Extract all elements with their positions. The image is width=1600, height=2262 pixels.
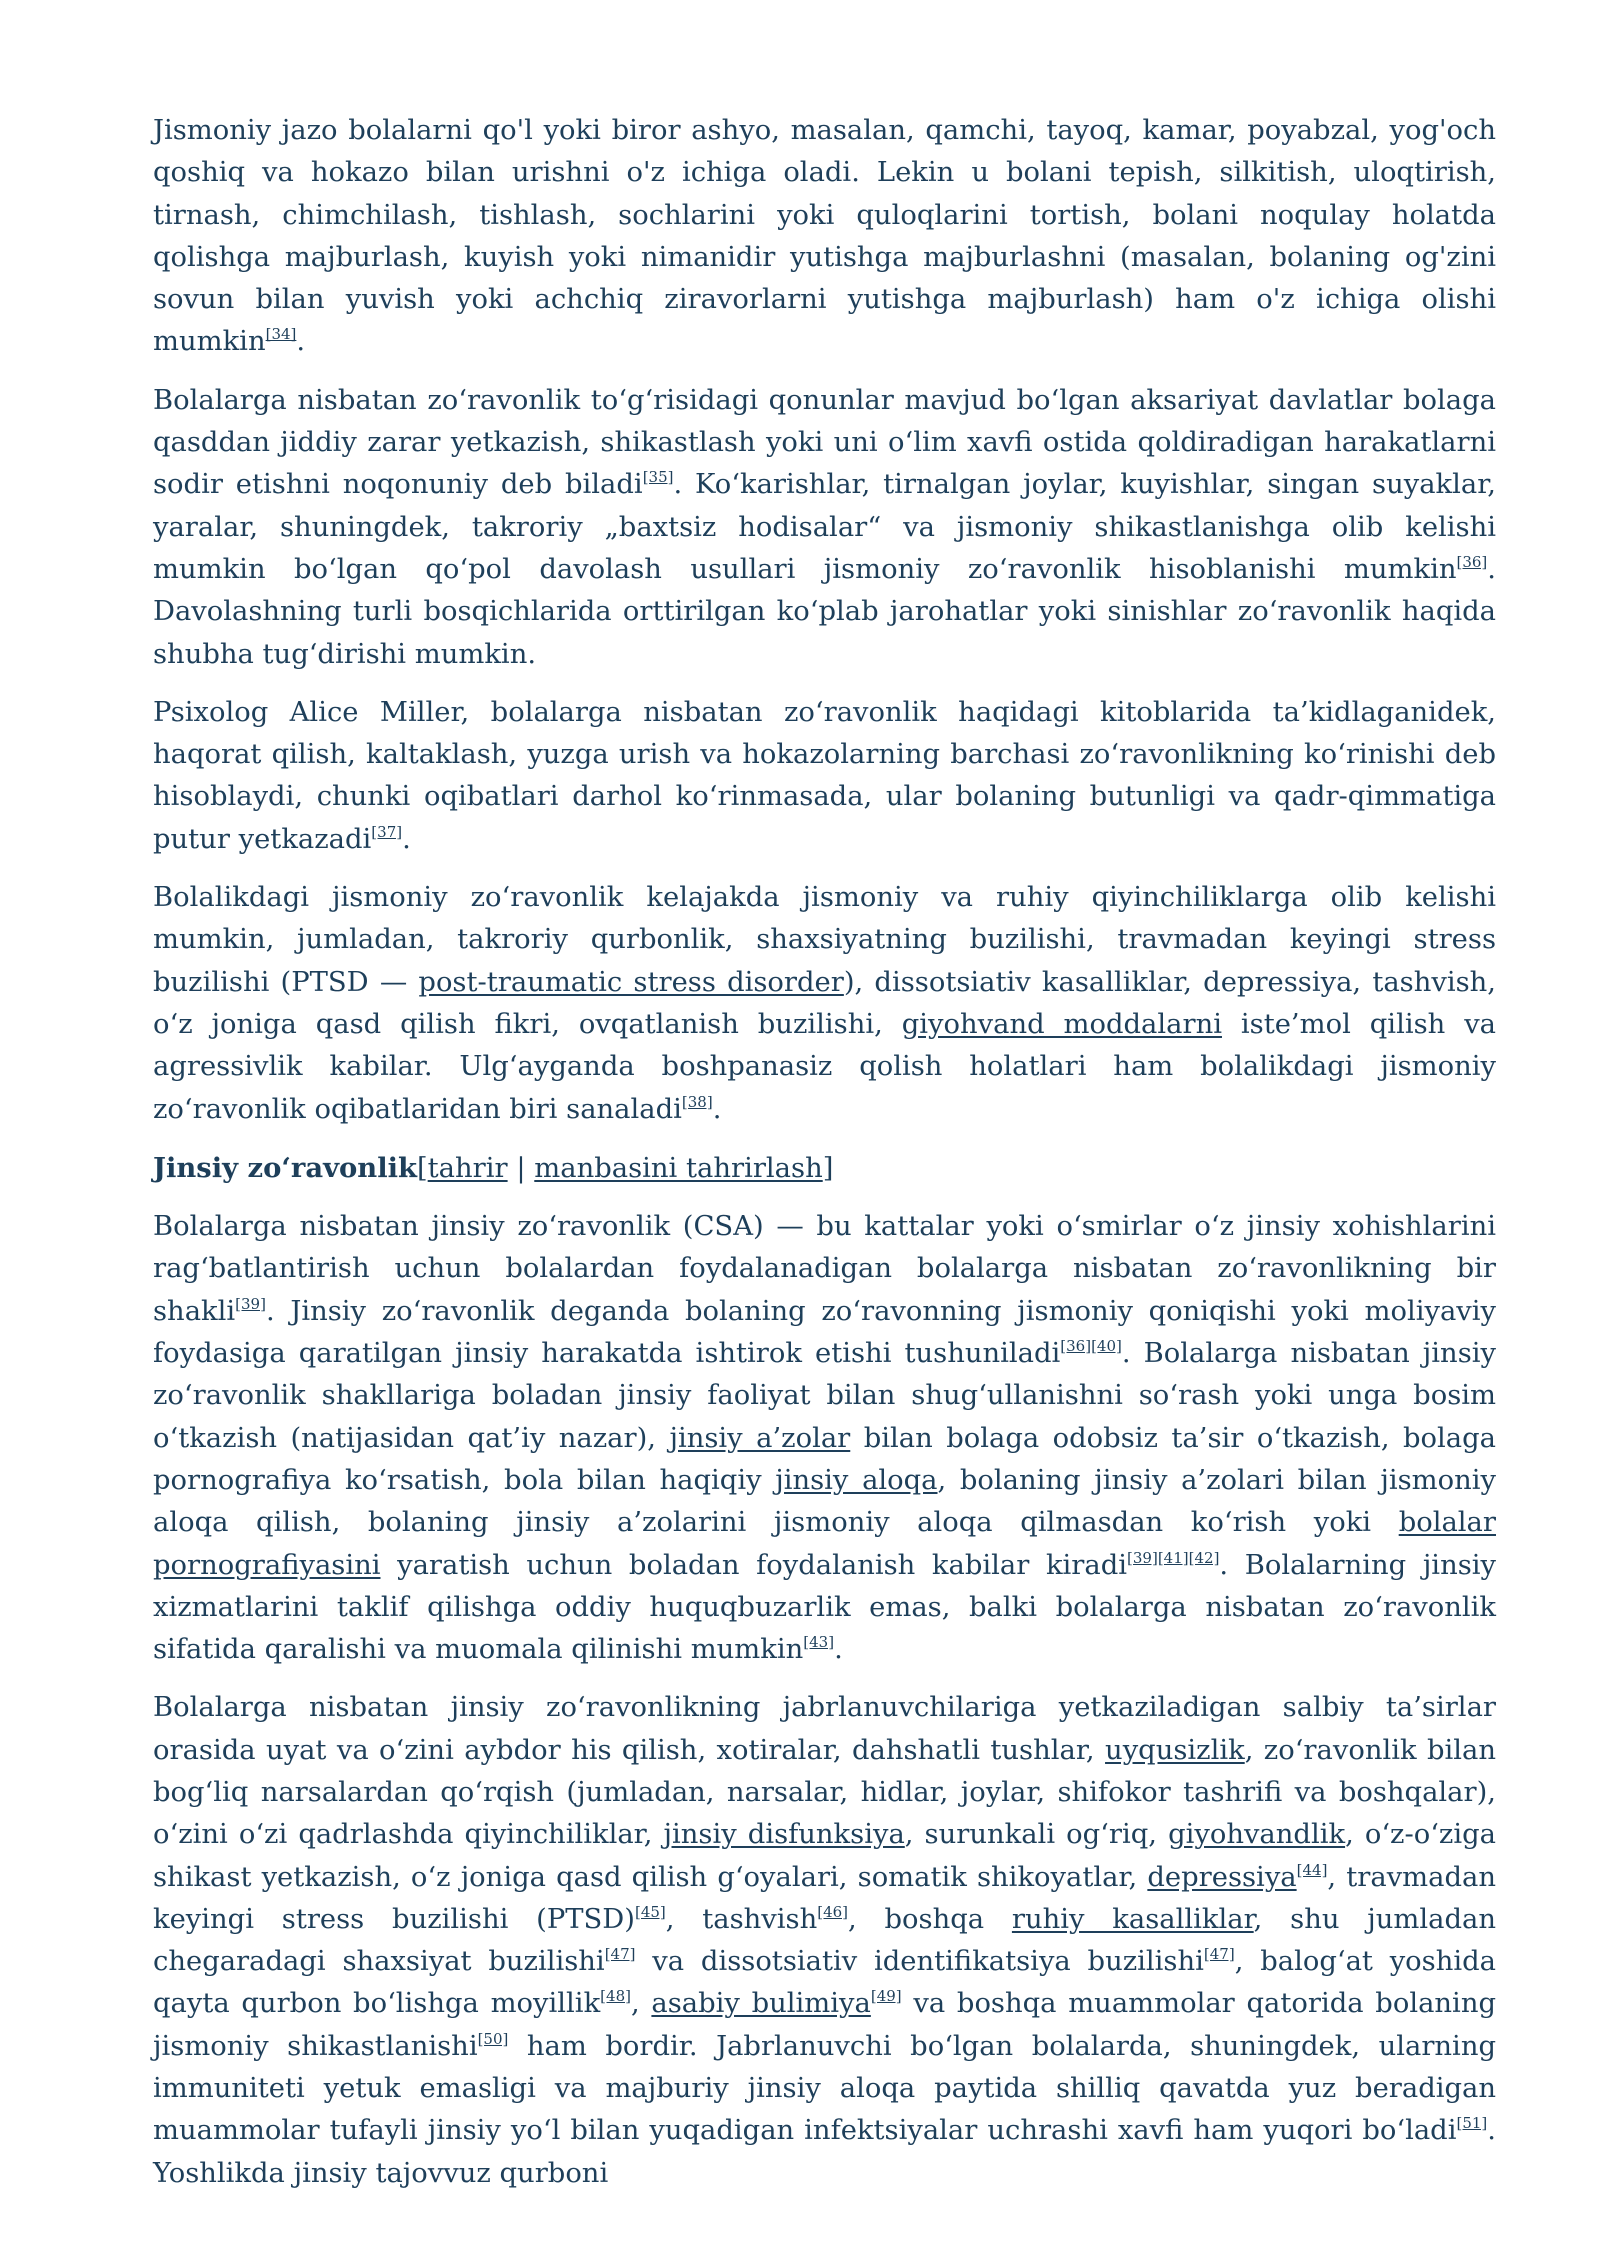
reference-citation[interactable]: [41] — [1157, 1548, 1189, 1567]
text-run: ), dissotsiativ kasalliklar, depressiya, tashvish, o‘z joniga qasd qilish fikri, ovqatlanish buzilishi, — [153, 966, 1496, 1040]
reference-citation[interactable]: [51] — [1456, 2114, 1488, 2133]
text-run: , — [630, 1988, 652, 2020]
reference-citation[interactable]: [38] — [681, 1092, 713, 1111]
reference-citation[interactable]: [47] — [1203, 1945, 1235, 1964]
inline-link[interactable]: jinsiy a’zolar — [669, 1422, 851, 1454]
text-run: . Davolashning turli bosqichlarida orttirilgan ko‘plab jarohatlar yoki sinishlar zo‘ravonlik haqida shubha tug‘dirishi mumkin. — [153, 553, 1496, 670]
text-run: . Bolalarning jinsiy xizmatlarini taklif qilishga oddiy huquqbuzarlik emas, balki bolalarga nisbatan zo‘ravonlik sifatida qaralishi va muomala qilinishi mumkin — [153, 1549, 1497, 1666]
text-run: Bolalarga nisbatan jinsiy zo‘ravonlikning jabrlanuvchilariga yetkaziladigan salbiy ta’sirlar orasida uyat va o‘zini aybdor his qilish, xotiralar, dahshatli tushlar, — [153, 1692, 1496, 1766]
text-run: Bolalarga nisbatan zo‘ravonlik to‘g‘risidagi qonunlar mavjud bo‘lgan aksariyat davlatlar bolaga qasddan jiddiy zarar yetkazish, shikastlash yoki uni o‘lim xavfi ostida qoldiradigan harakatlarni sodir etishni noqonuniy deb biladi — [153, 384, 1496, 501]
text-run: , tashvish — [665, 1903, 818, 1935]
text-run: . — [402, 823, 411, 855]
paragraph-sexual-abuse-effects — [153, 1687, 1496, 2195]
inline-link[interactable]: asabiy bulimiya — [651, 1988, 871, 2020]
text-run: , travmadan keyingi stress buzilishi (PTSD) — [153, 1861, 1496, 1935]
text-run: yaratish uchun boladan foydalanish kabilar kiradi — [380, 1549, 1128, 1581]
reference-citation[interactable]: [43] — [803, 1633, 835, 1652]
reference-citation[interactable]: [46] — [817, 1902, 849, 1921]
reference-citation[interactable]: [36] — [1060, 1337, 1092, 1356]
text-run: Psixolog Alice Miller, bolalarga nisbatan zo‘ravonlik haqidagi kitoblarida ta’kidlaganidek, haqorat qilish, kaltaklash, yuzga urish va hokazolarning barchasi zo‘ravonlikning ko‘rinishi deb hisoblaydi, chunki oqibatlari darhol ko‘rinmasada, ular bolaning butunligi va qadr-qimmatiga putur yetkazadi — [153, 696, 1496, 855]
edit-separator: | — [507, 1152, 535, 1184]
reference-citation[interactable]: [50] — [477, 2029, 509, 2048]
reference-citation[interactable]: [48] — [600, 1987, 631, 2006]
paragraph-sexual-abuse-definition — [153, 1206, 1496, 1671]
text-run: va boshqa muammolar qatorida bolaning jismoniy shikastlanishi — [153, 1988, 1496, 2062]
text-run: Jismoniy jazo bolalarni qo'l yoki biror ashyo, masalan, qamchi, tayoq, kamar, poyabzal, yog'och qoshiq va hokazo bilan urishni o'z ichiga oladi. Lekin u bolani tepish, silkitish, uloqtirish, tirnash, chimchilash, tishlash, sochlarini yoki quloqlarini tortish, bolani noqulay holatda qolishga majburlash, kuyish yoki nimanidir yutishga majburlashni (masalan, bolaning og'zini sovun bilan yuvish yoki achchiq ziravorlarni yutishga majburlash) ham o'z ichiga olishi mumkin — [153, 115, 1496, 358]
inline-link[interactable]: jinsiy disfunksiya — [663, 1819, 905, 1851]
text-run: Bolalikdagi jismoniy zo‘ravonlik kelajakda jismoniy va ruhiy qiyinchiliklarga olib kelishi mumkin, jumladan, takroriy qurbonlik, shaxsiyatning buzilishi, travmadan keyingi stress buzilishi (PTSD — — [153, 882, 1496, 998]
text-run: . Jinsiy zo‘ravonlik deganda bolaning zo‘ravonning jismoniy qoniqishi yoki moliyaviy foydasiga qaratilgan jinsiy harakatda ishtirok etishi tushuniladi — [153, 1295, 1496, 1370]
text-run: , zo‘ravonlik bilan bog‘liq narsalardan qo‘rqish (jumladan, narsalar, hidlar, joylar, shifokor tashrifi va boshqalar), o‘zini o‘zi qadrlashda qiyinchiliklar, — [153, 1734, 1497, 1851]
paragraph-physical-abuse-consequences — [153, 877, 1496, 1131]
inline-link[interactable]: post-traumatic stress disorder — [418, 966, 844, 998]
paragraph-abuse-laws — [153, 380, 1496, 676]
text-run: ham bordir. Jabrlanuvchi bo‘lgan bolalarda, shuningdek, ularning immuniteti yetuk emasligi va majburiy jinsiy aloqa paytida shilliq qavatda yuz beradigan muammolar tufayli jinsiy yo‘l bilan yuqadigan infektsiyalar uchrashi xavfi ham yuqori bo‘ladi — [153, 2030, 1496, 2147]
text-run: va dissotsiativ identifikatsiya buzilishi — [635, 1946, 1204, 1978]
inline-link[interactable]: uyqusizlik — [1105, 1734, 1245, 1766]
edit-bracket-open: [ — [416, 1152, 428, 1184]
reference-citation[interactable]: [45] — [634, 1902, 666, 1921]
reference-citation[interactable]: [39] — [235, 1294, 266, 1313]
text-run: , balog‘at yoshida qayta qurbon bo‘lishga moyillik — [153, 1946, 1496, 2020]
reference-citation[interactable]: [34] — [265, 325, 297, 344]
edit-link[interactable]: tahrir — [427, 1152, 508, 1184]
text-run: Bolalarga nisbatan jinsiy zo‘ravonlik (CSA) — bu kattalar yoki o‘smirlar o‘z jinsiy xohishlarini rag‘batlantirish uchun bolalardan foydalanadigan bolalarga nisbatan zo‘ravonlikning bir shakli — [153, 1211, 1496, 1327]
text-run: iste’mol qilish va agressivlik kabilar. Ulg‘ayganda boshpanasiz qolish holatlari ham bolalikdagi jismoniy zo‘ravonlik oqibatlaridan biri sanaladi — [153, 1008, 1497, 1125]
document-page — [153, 110, 1496, 2211]
reference-citation[interactable]: [42] — [1188, 1548, 1220, 1567]
text-run: , shu jumladan chegaradagi shaxsiyat buzilishi — [153, 1903, 1496, 1978]
inline-link[interactable]: ruhiy kasalliklar — [1011, 1903, 1254, 1935]
reference-citation[interactable]: [36] — [1456, 552, 1488, 571]
inline-link[interactable]: giyohvandlik — [1168, 1819, 1346, 1851]
reference-citation[interactable]: [39] — [1127, 1548, 1158, 1567]
section-heading-title: Jinsiy zo‘ravonlik — [153, 1151, 417, 1184]
edit-source-link[interactable]: manbasini tahrirlash — [534, 1152, 823, 1184]
paragraph-physical-punishment — [153, 110, 1496, 364]
text-run: , bolaning jinsiy a’zolari bilan jismoniy aloqa qilish, bolaning jinsiy a’zolarini jismoniy aloqa qilmasdan ko‘rish yoki — [153, 1464, 1496, 1539]
inline-link[interactable]: giyohvand moddalarni — [901, 1008, 1222, 1040]
text-run: . Bolalarga nisbatan jinsiy zo‘ravonlik shakllariga boladan jinsiy faoliyat bilan shug‘ullanishni so‘rash yoki unga bosim o‘tkazish (natijasidan qat’iy nazar), — [153, 1338, 1496, 1454]
paragraph-alice-miller — [153, 692, 1496, 861]
text-run: . — [834, 1634, 843, 1666]
text-run: . Yoshlikda jinsiy tajovvuz qurboni — [153, 2115, 1496, 2189]
reference-citation[interactable]: [40] — [1091, 1337, 1122, 1356]
text-run: . — [296, 326, 306, 358]
text-run: , surunkali og‘riq, — [904, 1819, 1169, 1851]
reference-citation[interactable]: [47] — [604, 1945, 636, 1964]
section-heading-sexual-abuse — [153, 1147, 1496, 1190]
text-run: , boshqa — [848, 1903, 1012, 1935]
inline-link[interactable]: bolalar pornografiyasini — [153, 1507, 1496, 1581]
inline-link[interactable]: jinsiy aloqa — [775, 1464, 938, 1496]
text-run: bilan bolaga odobsiz ta’sir o‘tkazish, bolaga pornografiya ko‘rsatish, bola bilan haqiqiy — [153, 1422, 1496, 1496]
edit-bracket-close: ] — [822, 1152, 834, 1184]
text-run: . — [712, 1093, 722, 1125]
reference-citation[interactable]: [49] — [870, 1987, 902, 2006]
text-run: , o‘z-o‘ziga shikast yetkazish, o‘z joniga qasd qilish g‘oyalari, somatik shikoyatlar, — [153, 1819, 1496, 1893]
reference-citation[interactable]: [35] — [642, 468, 674, 487]
text-run: . Ko‘karishlar, tirnalgan joylar, kuyishlar, singan suyaklar, yaralar, shuningdek, takroriy „baxtsiz hodisalar“ va jismoniy shikastlanishga olib kelishi mumkin bo‘lgan qo‘pol davolash usullari jismoniy zo‘ravonlik hisoblanishi mumkin — [153, 469, 1497, 585]
inline-link[interactable]: depressiya — [1147, 1861, 1297, 1893]
reference-citation[interactable]: [44] — [1296, 1860, 1328, 1879]
reference-citation[interactable]: [37] — [371, 822, 403, 841]
